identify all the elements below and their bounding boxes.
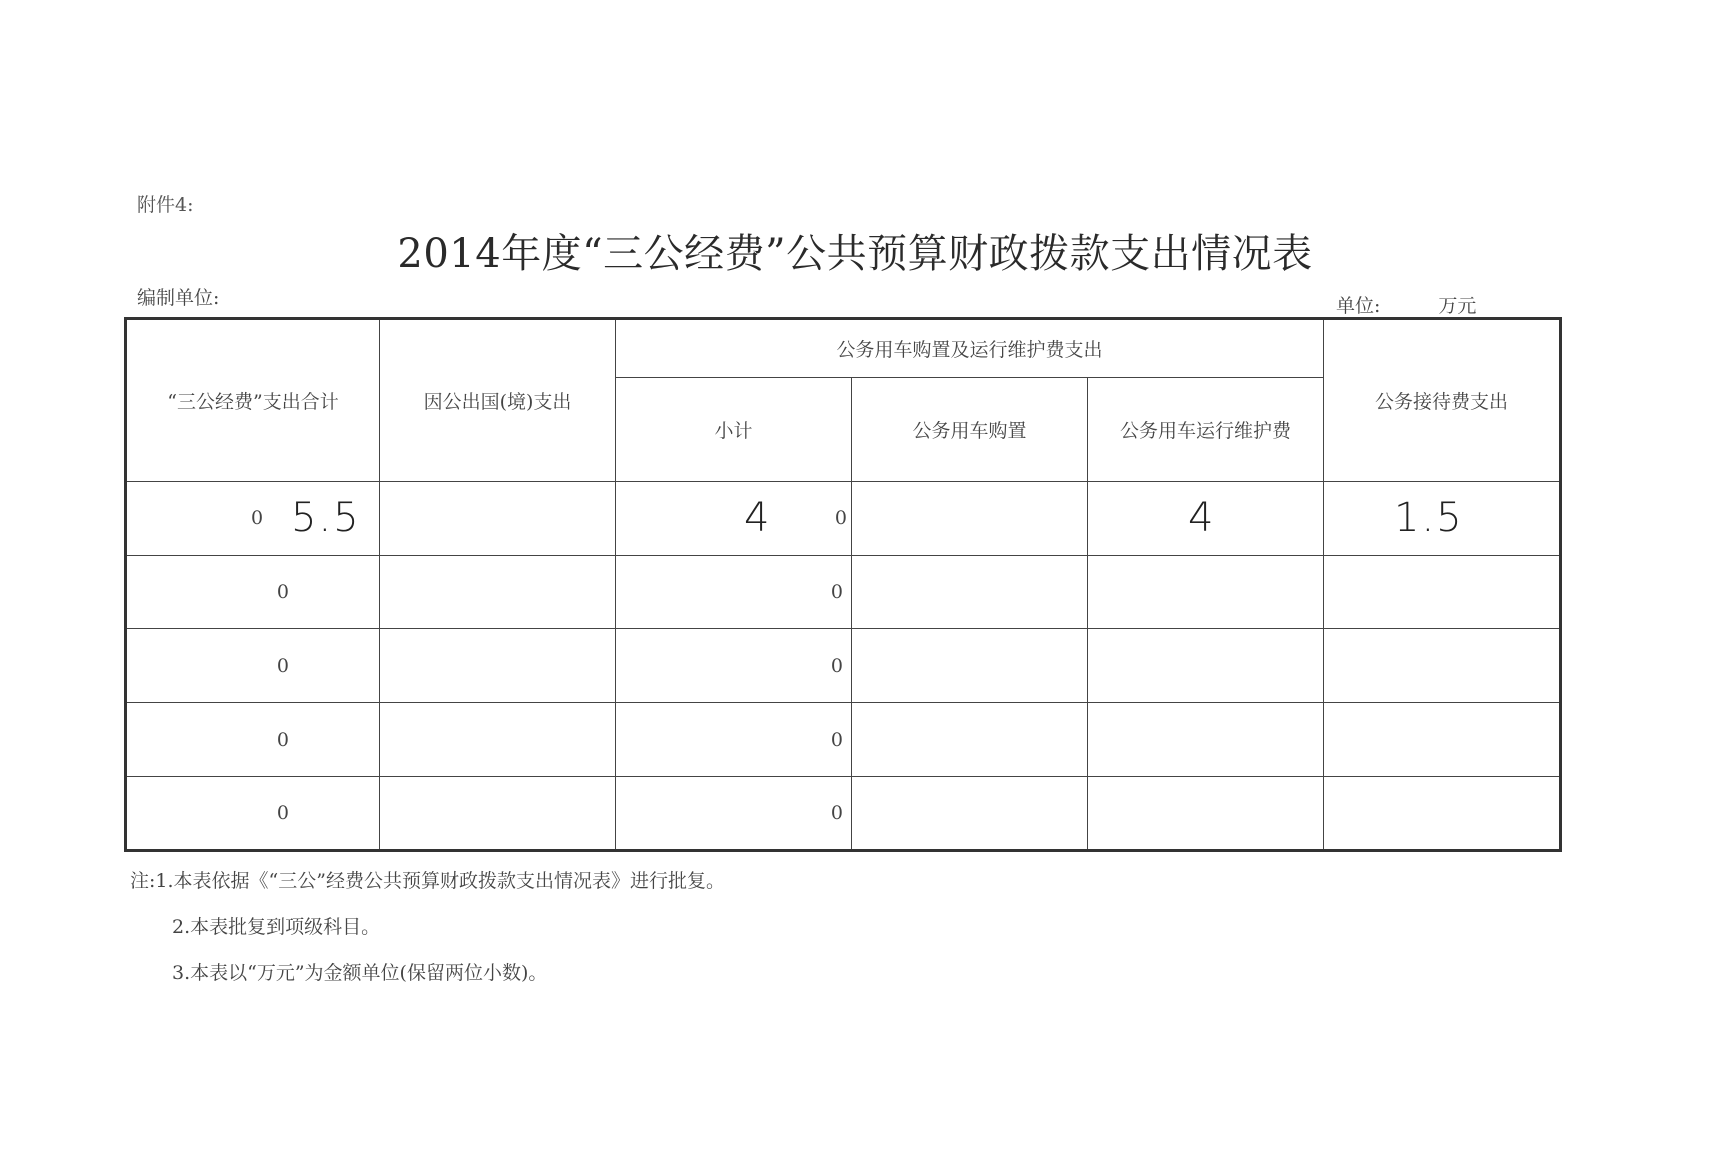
vehicle-purchase-cell [852, 555, 1088, 629]
header-reception: 公务接待费支出 [1324, 319, 1561, 482]
reception-cell [1324, 777, 1561, 851]
overseas-cell [380, 555, 616, 629]
vehicle-purchase-cell [852, 777, 1088, 851]
subtotal-cell: 0 [616, 777, 852, 851]
compiler-label: 编制单位: [137, 287, 220, 309]
reception-handwritten: 1.5 [1394, 495, 1464, 542]
total-printed: 0 [251, 507, 264, 530]
total-cell [126, 481, 380, 555]
unit-label: 单位: [1336, 295, 1381, 317]
table-row [126, 555, 1561, 629]
maintenance-handwritten: 4 [1188, 495, 1216, 542]
overseas-cell [380, 777, 616, 851]
table-row [126, 481, 1561, 555]
vehicle-maintenance-cell [1088, 703, 1324, 777]
subtotal-cell: 0 [616, 555, 852, 629]
total-cell: 0 [126, 703, 380, 777]
table-row [126, 629, 1561, 703]
table-row [126, 777, 1561, 851]
total-cell: 0 [126, 555, 380, 629]
note-item: 注:1.本表依据《“三公”经费公共预算财政拨款支出情况表》进行批复。 [130, 870, 725, 892]
total-handwritten: 5.5 [291, 495, 361, 542]
notes [130, 858, 725, 996]
page-title: 2014年度“三公经费”公共预算财政拨款支出情况表 [397, 231, 1313, 277]
reception-cell [1324, 481, 1561, 555]
table-row [126, 703, 1561, 777]
header-subtotal: 小计 [616, 377, 852, 481]
header-vehicle-maintenance: 公务用车运行维护费 [1088, 377, 1324, 481]
reception-cell [1324, 555, 1561, 629]
note-item: 2.本表批复到项级科目。 [172, 916, 381, 938]
note-item: 3.本表以“万元”为金额单位(保留两位小数)。 [172, 962, 548, 984]
header-overseas: 因公出国(境)支出 [380, 319, 616, 482]
header-vehicle-purchase: 公务用车购置 [852, 377, 1088, 481]
attachment-label: 附件4: [137, 194, 194, 216]
subtotal-handwritten: 4 [744, 495, 772, 542]
vehicle-maintenance-cell [1088, 777, 1324, 851]
reception-cell [1324, 703, 1561, 777]
reception-cell [1324, 629, 1561, 703]
total-cell: 0 [126, 777, 380, 851]
vehicle-maintenance-cell [1088, 555, 1324, 629]
header-vehicle-group: 公务用车购置及运行维护费支出 [616, 319, 1324, 378]
overseas-cell [380, 703, 616, 777]
overseas-cell [380, 629, 616, 703]
vehicle-purchase-cell [852, 629, 1088, 703]
unit-info [1336, 291, 1476, 318]
expenditure-table [124, 317, 1562, 852]
total-cell: 0 [126, 629, 380, 703]
header-total: “三公经费”支出合计 [126, 319, 380, 482]
vehicle-purchase-cell [852, 703, 1088, 777]
unit-value: 万元 [1438, 295, 1477, 317]
vehicle-purchase-cell [852, 481, 1088, 555]
subtotal-cell: 0 [616, 629, 852, 703]
overseas-cell [380, 481, 616, 555]
subtotal-printed: 0 [834, 507, 847, 530]
vehicle-maintenance-cell [1088, 481, 1324, 555]
subtotal-cell: 0 [616, 703, 852, 777]
subtotal-cell [616, 481, 852, 555]
vehicle-maintenance-cell [1088, 629, 1324, 703]
